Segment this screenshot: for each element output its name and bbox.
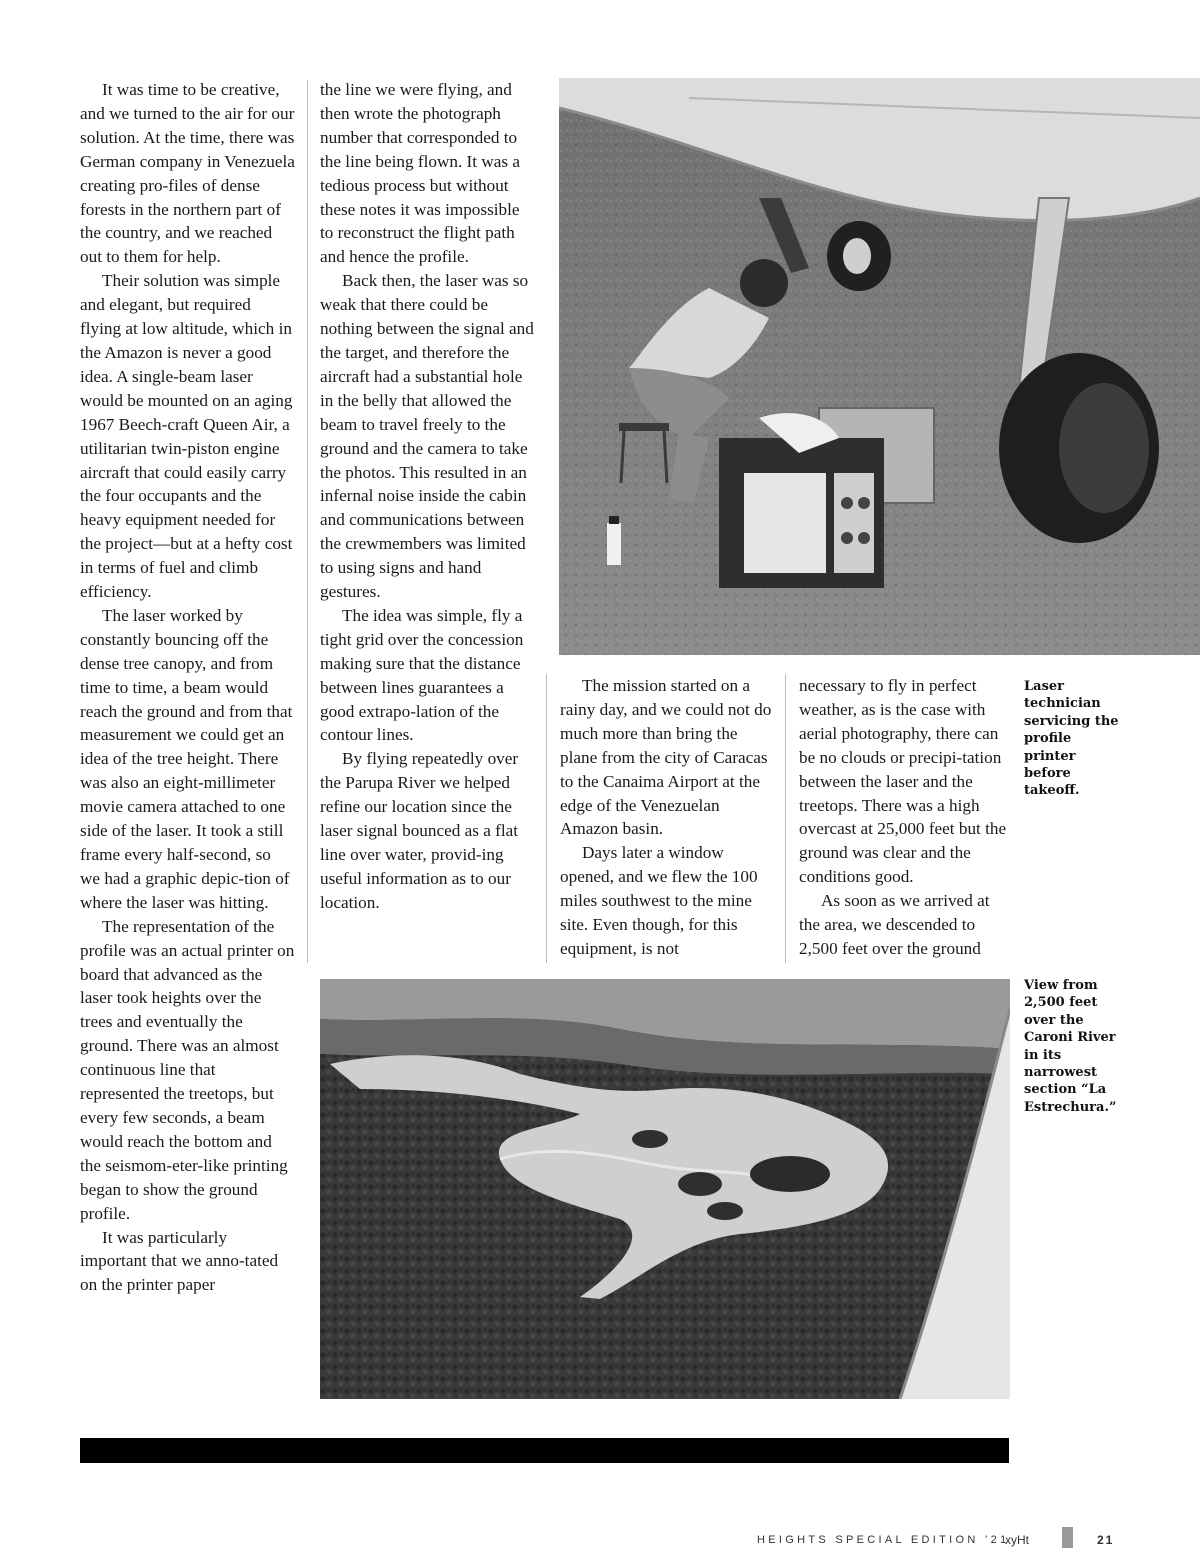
paragraph: necessary to fly in perfect weather, as is the case with aerial photography, there can be no clouds or precipi-tation between the laser and the treetops. There was a high overcast at 25,000 feet but the ground was clear and the conditions good.	[799, 676, 1007, 887]
article-column-2	[320, 78, 535, 915]
paragraph: By flying repeatedly over the Parupa River we helped refine our location since the laser signal bounced as a flat line over water, provid-ing useful information as to our location.	[320, 749, 519, 912]
paragraph: It was time to be creative, and we turned to the air for our solution. At the time, there was German company in Venezuela creating pro-files of dense forests in the northern part of the country, and we reached out to them for help.	[80, 80, 295, 267]
column-rule	[546, 674, 547, 963]
paragraph: The laser worked by constantly bouncing off the dense tree canopy, and from time to time, a beam would reach the ground and from that measurement we could get an idea of the tree height. There was also an eight-millimeter movie camera attached to one side of the laser. It took a still frame every half-second, so we had a graphic depic-tion of where the laser was hitting.	[80, 605, 293, 912]
paragraph: The mission started on a rainy day, and we could not do much more than bring the plane from the city of Caracas to the Canaima Airport at the edge of the Venezuelan Amazon basin.	[560, 676, 772, 839]
edition-label: HEIGHTS SPECIAL EDITION ’21	[757, 1534, 1010, 1546]
magazine-logo: xyHt	[1005, 1533, 1029, 1547]
paragraph: Their solution was simple and elegant, but required flying at low altitude, which in the Amazon is never a good idea. A single-beam laser would be mounted on an aging 1967 Beech-craft Queen Air, a utilitarian twin-piston engine aircraft that could easily carry the four occupants and the heavy equipment needed for the project—but at a hefty cost in terms of fuel and climb efficiency.	[80, 271, 293, 602]
footer-marker	[1062, 1527, 1073, 1548]
caroni-river-illustration	[320, 979, 1010, 1399]
article-column-3	[560, 674, 772, 961]
paragraph: The representation of the profile was an actual printer on board that advanced as the laser took heights over the trees and eventually the ground. There was an almost continuous line that represented the treetops, but every few seconds, a beam would reach the bottom and the seismom-eter-like printing began to show the ground profile.	[80, 916, 295, 1223]
laser-technician-illustration	[559, 78, 1200, 655]
photo-caption-river-view: View from 2,500 feet over the Caroni River in its narrowest section “La Estrechura.”	[1024, 978, 1117, 1115]
paragraph: It was particularly important that we anno-tated on the printer paper	[80, 1227, 279, 1295]
article-column-1	[80, 78, 295, 1297]
article-column-4	[799, 674, 1011, 961]
river-aerial-photo	[320, 979, 1010, 1399]
column-rule	[307, 80, 308, 963]
paragraph: Days later a window opened, and we flew the 100 miles southwest to the mine site. Even though, for this equipment, is not	[560, 843, 758, 958]
footer-bar	[80, 1438, 1009, 1463]
paragraph: the line we were flying, and then wrote the photograph number that corresponded to the line being flown. It was a tedious process but without these notes it was impossible to reconstruct the flight path and hence the profile.	[320, 80, 520, 267]
photo-caption-laser-technician: Laser technician servicing the profile printer before takeoff.	[1024, 679, 1119, 799]
paragraph: Back then, the laser was so weak that there could be nothing between the signal and the target, and therefore the aircraft had a substantial hole in the belly that allowed the beam to travel freely to the ground and the camera to take the photos. This resulted in an infernal noise inside the cabin and communications between the crewmembers was limited to using signs and hand gestures.	[320, 271, 534, 602]
laser-technician-photo	[559, 78, 1200, 655]
paragraph: As soon as we arrived at the area, we descended to 2,500 feet over the ground	[799, 891, 990, 958]
column-rule	[785, 674, 786, 963]
paragraph: The idea was simple, fly a tight grid over the concession making sure that the distance between lines guarantees a good extrapo-lation of the contour lines.	[320, 605, 524, 745]
page-number: 21	[1097, 1533, 1115, 1547]
